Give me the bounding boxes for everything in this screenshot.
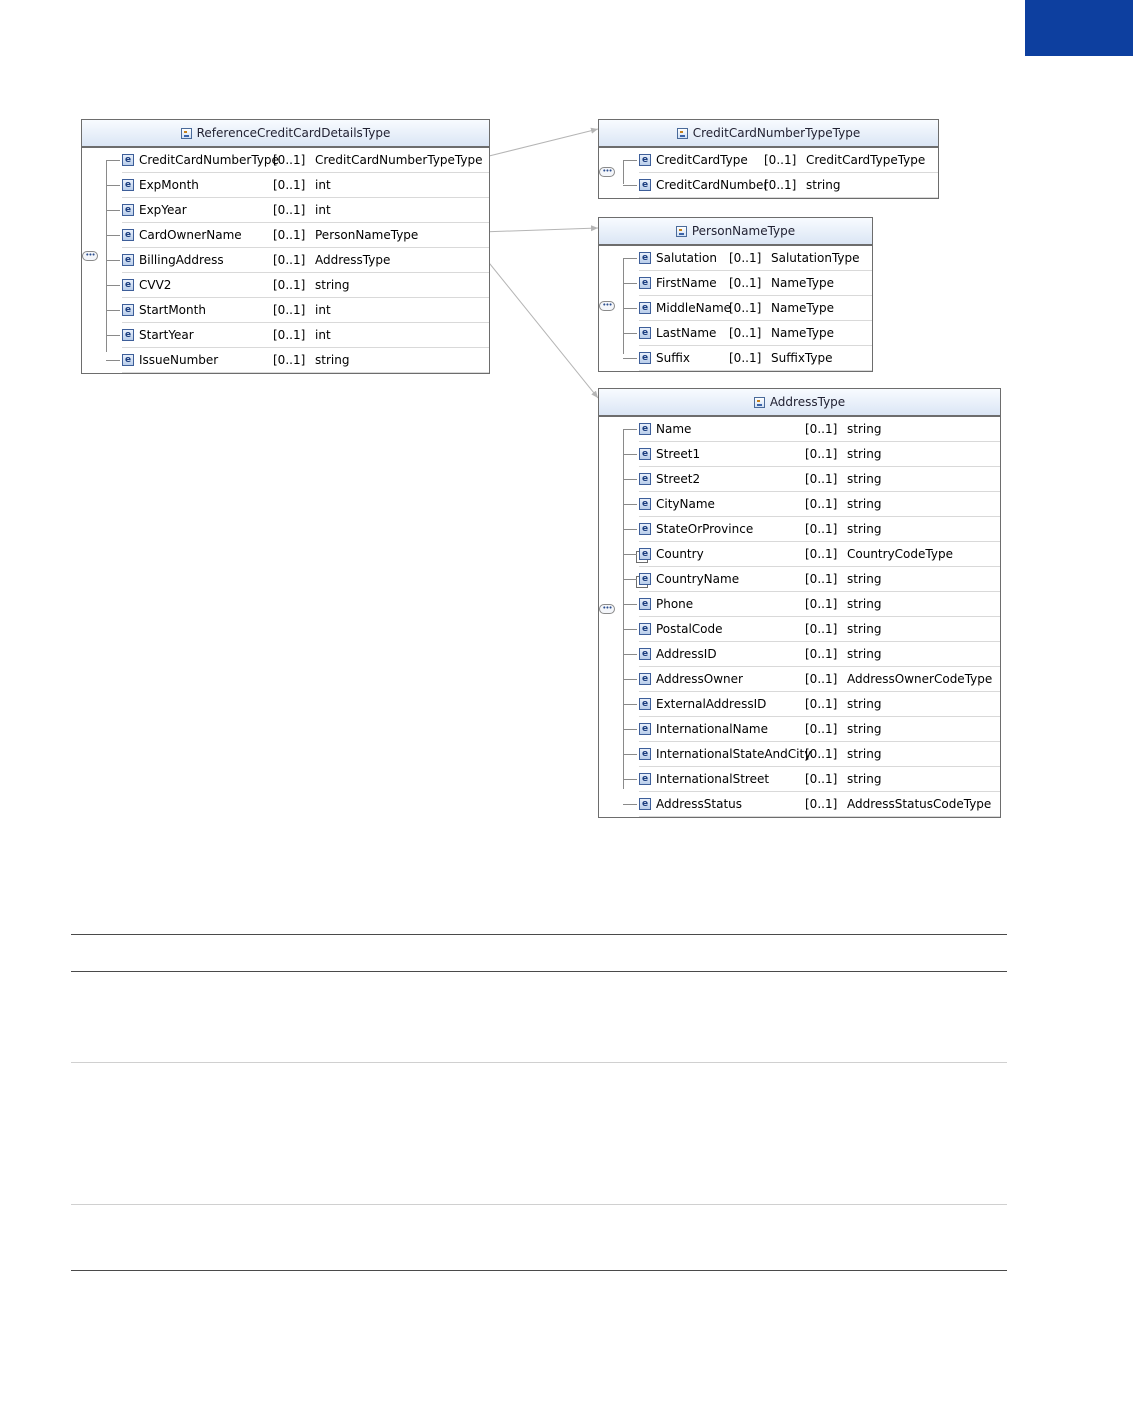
element-icon: e <box>639 252 651 264</box>
element-icon: e <box>639 154 651 166</box>
tree-branch-line <box>623 479 637 480</box>
element-name: ExpMonth <box>139 178 199 192</box>
element-row <box>639 271 872 296</box>
element-name: CityName <box>656 497 715 511</box>
element-name: ExpYear <box>139 203 187 217</box>
element-name: CreditCardNumber <box>656 178 769 192</box>
tree-branch-line <box>623 704 637 705</box>
element-icon: e <box>122 279 134 291</box>
element-icon: e <box>122 304 134 316</box>
element-row <box>639 492 1000 517</box>
tree-branch-line <box>623 604 637 605</box>
element-type: SuffixType <box>771 351 833 365</box>
element-list <box>599 148 938 198</box>
box-title: CreditCardNumberTypeType <box>692 126 861 140</box>
element-cardinality: [0..1] <box>805 572 838 586</box>
tree-branch-line <box>623 679 637 680</box>
tree-branch-line <box>106 210 120 211</box>
element-row <box>122 148 489 173</box>
element-type: int <box>315 178 331 192</box>
tree-branch-line <box>106 360 120 361</box>
element-row <box>639 542 1000 567</box>
element-cardinality: [0..1] <box>805 597 838 611</box>
tree-branch-line <box>623 429 637 430</box>
element-list <box>599 246 872 371</box>
element-type: string <box>847 522 882 536</box>
tree-branch-line <box>623 185 637 186</box>
element-row <box>122 223 489 248</box>
element-row <box>639 442 1000 467</box>
element-cardinality: [0..1] <box>729 251 762 265</box>
element-type: string <box>315 353 350 367</box>
tree-branch-line <box>623 454 637 455</box>
element-type: string <box>847 572 882 586</box>
element-name: InternationalName <box>656 722 768 736</box>
element-type: AddressType <box>315 253 391 267</box>
box-header <box>82 120 489 148</box>
element-icon: e <box>122 204 134 216</box>
element-ref-icon: e <box>639 573 651 585</box>
element-cardinality: [0..1] <box>273 303 306 317</box>
table-top-rule <box>71 934 1007 935</box>
element-name: BillingAddress <box>139 253 224 267</box>
table-row-divider <box>71 1062 1007 1063</box>
element-icon: e <box>639 648 651 660</box>
element-name: FirstName <box>656 276 717 290</box>
element-name: AddressID <box>656 647 717 661</box>
element-row <box>639 717 1000 742</box>
element-name: CreditCardNumberType <box>139 153 279 167</box>
table-row-divider <box>71 1204 1007 1205</box>
element-icon: e <box>639 723 651 735</box>
box-header <box>599 218 872 246</box>
element-cardinality: [0..1] <box>805 747 838 761</box>
sequence-compositor-icon: ••• <box>599 604 615 614</box>
tree-branch-line <box>106 160 120 161</box>
element-cardinality: [0..1] <box>729 301 762 315</box>
element-cardinality: [0..1] <box>273 278 306 292</box>
element-row <box>639 742 1000 767</box>
element-row <box>122 273 489 298</box>
element-name: Salutation <box>656 251 717 265</box>
tree-branch-line <box>623 579 637 580</box>
element-row <box>639 517 1000 542</box>
sequence-compositor-icon: ••• <box>599 301 615 311</box>
element-icon: e <box>639 623 651 635</box>
tree-branch-line <box>623 358 637 359</box>
sequence-compositor-icon: ••• <box>599 167 615 177</box>
element-row <box>639 617 1000 642</box>
element-cardinality: [0..1] <box>805 797 838 811</box>
complex-type-icon <box>677 128 688 139</box>
element-name: AddressOwner <box>656 672 743 686</box>
tree-branch-line <box>623 333 637 334</box>
element-name: Country <box>656 547 704 561</box>
element-name: Phone <box>656 597 694 611</box>
element-type: int <box>315 203 331 217</box>
element-icon: e <box>639 748 651 760</box>
element-name: CVV2 <box>139 278 172 292</box>
tree-branch-line <box>106 185 120 186</box>
element-cardinality: [0..1] <box>764 178 797 192</box>
element-row <box>639 792 1000 817</box>
element-name: CountryName <box>656 572 740 586</box>
element-icon: e <box>639 277 651 289</box>
element-type: string <box>847 747 882 761</box>
element-cardinality: [0..1] <box>805 622 838 636</box>
element-type: SalutationType <box>771 251 860 265</box>
element-name: ExternalAddressID <box>656 697 767 711</box>
element-type: AddressStatusCodeType <box>847 797 992 811</box>
tree-branch-line <box>623 308 637 309</box>
element-type: AddressOwnerCodeType <box>847 672 993 686</box>
element-cardinality: [0..1] <box>805 472 838 486</box>
element-icon: e <box>639 773 651 785</box>
tree-branch-line <box>623 729 637 730</box>
element-icon: e <box>639 673 651 685</box>
element-cardinality: [0..1] <box>273 153 306 167</box>
element-type: string <box>847 722 882 736</box>
tree-branch-line <box>623 779 637 780</box>
sequence-compositor-icon: ••• <box>82 251 98 261</box>
element-row <box>639 767 1000 792</box>
box-header <box>599 389 1000 417</box>
element-cardinality: [0..1] <box>805 422 838 436</box>
tree-connector-line <box>623 429 624 789</box>
element-type: string <box>847 697 882 711</box>
element-name: LastName <box>656 326 717 340</box>
type-box-referencecreditcarddetailstype <box>81 119 490 374</box>
element-ref-icon: e <box>639 548 651 560</box>
element-icon: e <box>122 329 134 341</box>
complex-type-icon <box>676 226 687 237</box>
element-type: NameType <box>771 326 834 340</box>
element-name: AddressStatus <box>656 797 743 811</box>
element-name: IssueNumber <box>139 353 219 367</box>
element-row <box>122 173 489 198</box>
element-row <box>639 642 1000 667</box>
tree-branch-line <box>623 804 637 805</box>
element-row <box>122 248 489 273</box>
element-icon: e <box>639 423 651 435</box>
element-name: Suffix <box>656 351 690 365</box>
link-billingaddress <box>481 256 598 398</box>
tree-branch-line <box>106 310 120 311</box>
element-icon: e <box>639 302 651 314</box>
element-row <box>639 667 1000 692</box>
element-icon: e <box>122 354 134 366</box>
element-cardinality: [0..1] <box>805 672 838 686</box>
element-type: string <box>806 178 841 192</box>
element-name: MiddleName <box>656 301 732 315</box>
element-icon: e <box>122 179 134 191</box>
tree-branch-line <box>623 160 637 161</box>
element-cardinality: [0..1] <box>729 351 762 365</box>
element-row <box>122 348 489 373</box>
element-type: string <box>847 772 882 786</box>
type-box-creditcardnumbertypetype <box>598 119 939 199</box>
element-row <box>639 692 1000 717</box>
element-name: Street1 <box>656 447 701 461</box>
tree-branch-line <box>106 285 120 286</box>
element-type: string <box>847 447 882 461</box>
element-row <box>639 346 872 371</box>
element-type: NameType <box>771 301 834 315</box>
element-cardinality: [0..1] <box>273 228 306 242</box>
element-list <box>82 148 489 373</box>
tree-connector-line <box>623 258 624 354</box>
tree-branch-line <box>623 283 637 284</box>
box-title: AddressType <box>769 395 846 409</box>
box-title: ReferenceCreditCardDetailsType <box>196 126 391 140</box>
element-icon: e <box>639 448 651 460</box>
complex-type-icon <box>181 128 192 139</box>
element-name: InternationalStateAndCity <box>656 747 812 761</box>
element-icon: e <box>639 698 651 710</box>
box-title: PersonNameType <box>691 224 796 238</box>
link-creditcardnumbertype <box>481 129 598 158</box>
element-row <box>122 198 489 223</box>
tree-connector-line <box>623 160 624 184</box>
element-name: StartYear <box>139 328 194 342</box>
element-type: string <box>847 472 882 486</box>
tree-branch-line <box>106 260 120 261</box>
element-row <box>639 296 872 321</box>
element-row <box>639 417 1000 442</box>
element-name: CreditCardType <box>656 153 748 167</box>
element-type: CountryCodeType <box>847 547 953 561</box>
element-cardinality: [0..1] <box>273 353 306 367</box>
element-name: StateOrProvince <box>656 522 754 536</box>
element-row <box>122 298 489 323</box>
element-cardinality: [0..1] <box>273 253 306 267</box>
element-icon: e <box>639 598 651 610</box>
element-icon: e <box>639 179 651 191</box>
element-type: int <box>315 303 331 317</box>
element-cardinality: [0..1] <box>729 276 762 290</box>
element-cardinality: [0..1] <box>805 497 838 511</box>
tree-connector-line <box>106 160 107 352</box>
element-name: Name <box>656 422 692 436</box>
element-type: string <box>847 597 882 611</box>
element-row <box>639 321 872 346</box>
tree-branch-line <box>106 335 120 336</box>
element-type: int <box>315 328 331 342</box>
tree-branch-line <box>106 235 120 236</box>
element-type: NameType <box>771 276 834 290</box>
element-icon: e <box>639 327 651 339</box>
element-cardinality: [0..1] <box>273 178 306 192</box>
element-name: PostalCode <box>656 622 723 636</box>
element-type: CreditCardNumberTypeType <box>315 153 483 167</box>
element-icon: e <box>122 229 134 241</box>
element-cardinality: [0..1] <box>805 522 838 536</box>
type-box-personnametype <box>598 217 873 372</box>
element-icon: e <box>639 473 651 485</box>
complex-type-icon <box>754 397 765 408</box>
element-name: InternationalStreet <box>656 772 770 786</box>
element-type: string <box>847 622 882 636</box>
tree-branch-line <box>623 629 637 630</box>
box-header <box>599 120 938 148</box>
element-type: string <box>847 647 882 661</box>
element-icon: e <box>639 352 651 364</box>
element-cardinality: [0..1] <box>764 153 797 167</box>
element-cardinality: [0..1] <box>805 447 838 461</box>
tree-branch-line <box>623 529 637 530</box>
element-name: StartMonth <box>139 303 206 317</box>
element-icon: e <box>122 154 134 166</box>
type-box-addresstype <box>598 388 1001 818</box>
tree-branch-line <box>623 754 637 755</box>
link-cardownername <box>481 228 598 232</box>
element-type: string <box>315 278 350 292</box>
tree-branch-line <box>623 258 637 259</box>
element-row <box>639 592 1000 617</box>
element-cardinality: [0..1] <box>805 697 838 711</box>
element-row <box>639 467 1000 492</box>
element-type: string <box>847 497 882 511</box>
element-icon: e <box>639 798 651 810</box>
table-bottom-rule <box>71 1270 1007 1271</box>
element-icon: e <box>122 254 134 266</box>
tree-branch-line <box>623 504 637 505</box>
element-cardinality: [0..1] <box>805 722 838 736</box>
element-cardinality: [0..1] <box>805 772 838 786</box>
element-cardinality: [0..1] <box>273 328 306 342</box>
element-icon: e <box>639 523 651 535</box>
element-type: PersonNameType <box>315 228 419 242</box>
element-cardinality: [0..1] <box>805 547 838 561</box>
element-cardinality: [0..1] <box>273 203 306 217</box>
element-row <box>122 323 489 348</box>
table-header-rule <box>71 971 1007 972</box>
element-type: CreditCardTypeType <box>806 153 926 167</box>
tree-branch-line <box>623 554 637 555</box>
element-name: CardOwnerName <box>139 228 242 242</box>
element-row <box>639 148 938 173</box>
element-type: string <box>847 422 882 436</box>
element-cardinality: [0..1] <box>805 647 838 661</box>
element-row <box>639 173 938 198</box>
tree-branch-line <box>623 654 637 655</box>
element-icon: e <box>639 498 651 510</box>
element-row <box>639 246 872 271</box>
element-row <box>639 567 1000 592</box>
element-cardinality: [0..1] <box>729 326 762 340</box>
element-list <box>599 417 1000 817</box>
element-name: Street2 <box>656 472 701 486</box>
